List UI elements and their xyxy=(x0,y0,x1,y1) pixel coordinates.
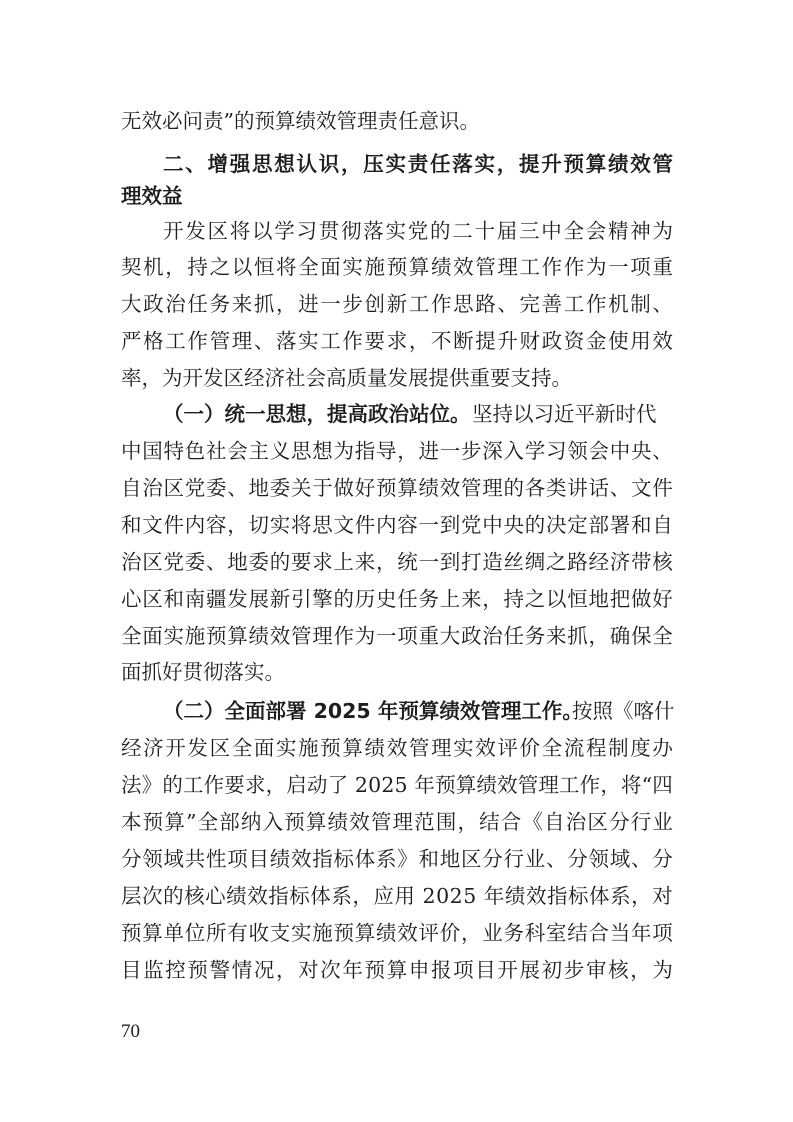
paragraph-line: 全 面 实 施 预 算 绩 效 管 理 作 为 一 项 重 大 政 治 任 务 来 抓 ， 确 保 全 xyxy=(121,624,673,648)
paragraph-line: 和 文 件 内 容 ， 切 实 将 思 文 件 内 容 一 到 党 中 央 的 决 定 部 署 和 自 xyxy=(121,513,673,537)
paragraph-line: 预 算 单 位 所 有 收 支 实 施 预 算 绩 效 评 价 ， 业 务 科 室 结 合 当 年 项 xyxy=(121,921,673,945)
paragraph-line: 中 国 特 色 社 会 主 义 思 想 为 指 导 ， 进 一 步 深 入 学 习 领 会 中 央 、 xyxy=(121,439,673,463)
text-line xyxy=(0,804,793,840)
paragraph-line: 心 区 和 南 疆 发 展 新 引 擎 的 历 史 任 务 上 来 ， 持 之 以 恒 地 把 做 好 xyxy=(121,587,673,611)
text-line xyxy=(0,581,793,617)
text-line xyxy=(0,213,793,249)
text-line xyxy=(0,654,793,690)
paragraph-line: 无效必问责”的预算绩效管理责任意识。 xyxy=(121,109,480,133)
paragraph-line: 严 格 工 作 管 理 、 落 实 工 作 要 求 ， 不 断 提 升 财 政 资 金 使 用 效 xyxy=(121,329,673,353)
paragraph-line: 层 次 的 核 心 绩 效 指 标 体 系 ， 应 用 2 0 2 5 年 绩 效 指 标 体 系 ， 对 xyxy=(121,884,673,908)
text-line xyxy=(0,730,793,766)
text-line xyxy=(0,103,793,139)
text-line xyxy=(0,433,793,469)
text-line xyxy=(0,507,793,543)
subsection-heading: （二）全面部署 2025 年预算绩效管理工作。 xyxy=(163,699,583,723)
paragraph-line: 治 区 党 委 、 地 委 的 要 求 上 来 ， 统 一 到 打 造 丝 绸 之 路 经 济 带 核 xyxy=(121,550,673,574)
paragraph-line: 自 治 区 党 委 、 地 委 关 于 做 好 预 算 绩 效 管 理 的 各 类 讲 话 、 文 件 xyxy=(121,476,673,500)
page-number: 70 xyxy=(121,1021,140,1042)
text-line xyxy=(0,878,793,914)
text-line xyxy=(0,544,793,580)
paragraph-line: 坚持以习近平新时代 xyxy=(472,402,657,426)
text-line xyxy=(0,396,793,432)
paragraph-line: 分 领 域 共 性 项 目 绩 效 指 标 体 系 》 和 地 区 分 行 业 、 分 领 域 、 分 xyxy=(121,847,673,871)
text-line xyxy=(0,286,793,322)
subsection-heading: （一）统一思想，提高政治站位。 xyxy=(163,402,471,426)
paragraph-line: 目 监 控 预 警 情 况 ， 对 次 年 预 算 申 报 项 目 开 展 初 步 审 核 ， 为 xyxy=(121,958,673,982)
paragraph-line: 契 机 ， 持 之 以 恒 将 全 面 实 施 预 算 绩 效 管 理 工 作 作 为 一 项 重 xyxy=(121,255,673,279)
text-line xyxy=(0,249,793,285)
paragraph-line: 开 发 区 将 以 学 习 贯 彻 落 实 党 的 二 十 届 三 中 全 会 精 神 为 xyxy=(163,219,673,243)
text-line xyxy=(0,360,793,396)
paragraph-line: 本 预 算 ” 全 部 纳 入 预 算 绩 效 管 理 范 围 ， 结 合 《 自 治 区 分 行 业 xyxy=(121,810,673,834)
text-line xyxy=(0,952,793,988)
text-line xyxy=(0,841,793,877)
section-heading: 理效益 xyxy=(121,184,183,208)
section-heading-line xyxy=(0,178,793,214)
text-line xyxy=(0,767,793,803)
section-heading-line xyxy=(0,146,793,182)
text-line xyxy=(0,915,793,951)
section-heading: 二 、 增 强 思 想 认 识 ， 压 实 责 任 落 实 ， 提 升 预 算 绩 效 管 xyxy=(163,152,673,176)
paragraph-line: 大 政 治 任 务 来 抓 ， 进 一 步 创 新 工 作 思 路 、 完 善 工 作 机 制 、 xyxy=(121,292,673,316)
text-line xyxy=(0,693,793,729)
paragraph-line: 面抓好贯彻落实。 xyxy=(121,660,285,684)
paragraph-line: 按照《喀什 xyxy=(572,699,675,723)
text-line xyxy=(0,618,793,654)
text-line xyxy=(0,323,793,359)
paragraph-line: 经 济 开 发 区 全 面 实 施 预 算 绩 效 管 理 实 效 评 价 全 流 程 制 度 办 xyxy=(121,736,673,760)
paragraph-line: 率，为开发区经济社会高质量发展提供重要支持。 xyxy=(121,366,572,390)
text-line xyxy=(0,470,793,506)
paragraph-line: 法 》 的 工 作 要 求 ， 启 动 了 2 0 2 5 年 预 算 绩 效 管 理 工 作 ， 将 “ 四 xyxy=(121,773,673,797)
